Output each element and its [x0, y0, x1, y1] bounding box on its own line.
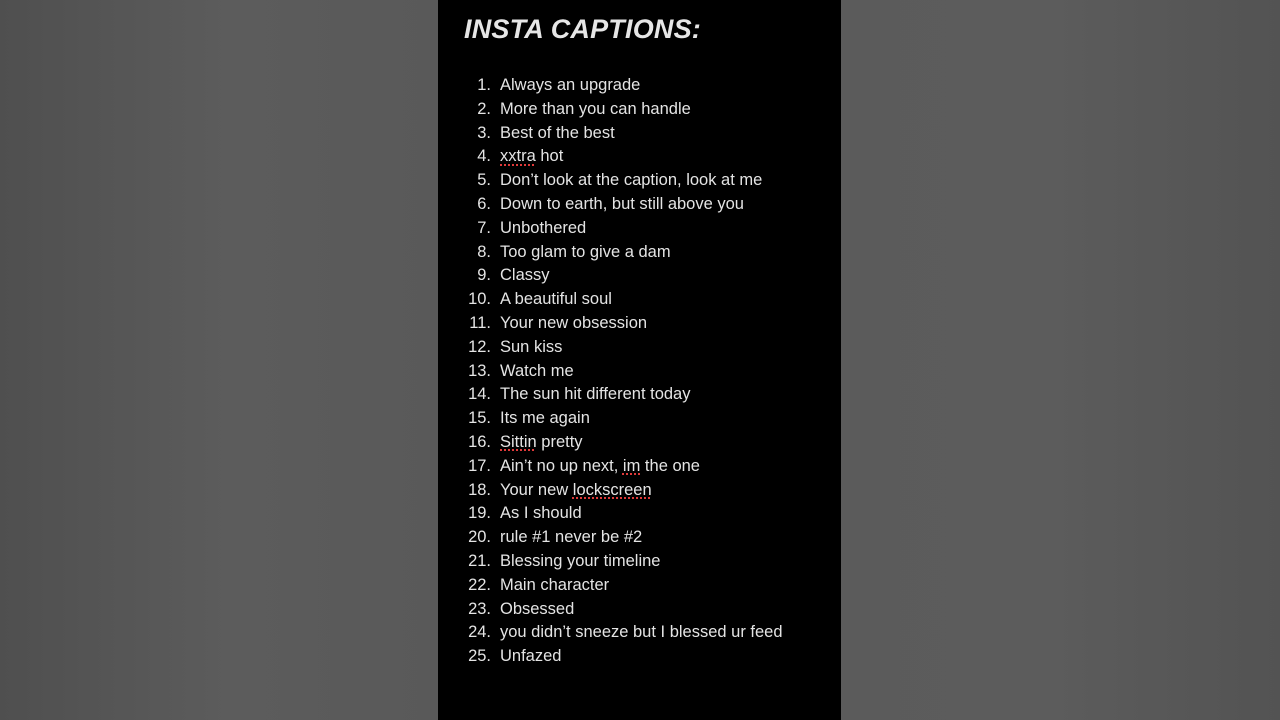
caption-number: 2.	[477, 99, 491, 118]
caption-text: Best of the best	[500, 123, 615, 142]
caption-text: A beautiful soul	[500, 290, 612, 309]
caption-text: Blessing your timeline	[500, 551, 661, 570]
caption-number: 15.	[468, 409, 491, 428]
caption-text: Don’t look at the caption, look at me	[500, 171, 763, 190]
caption-text-part: the one	[640, 456, 700, 475]
caption-text: The sun hit different today	[500, 385, 691, 404]
spellcheck-word: Sittin	[500, 432, 537, 451]
caption-number: 3.	[477, 123, 491, 142]
caption-number: 10.	[468, 290, 491, 309]
caption-number: 19.	[468, 504, 491, 523]
caption-text	[500, 455, 700, 479]
spellcheck-word: im	[622, 456, 641, 475]
caption-text: you didn’t sneeze but I blessed ur feed	[500, 623, 783, 642]
caption-text-part: pretty	[536, 432, 583, 451]
caption-number: 8.	[477, 242, 491, 261]
caption-text: Sun kiss	[500, 337, 563, 356]
caption-text: Too glam to give a dam	[500, 242, 671, 261]
caption-number: 1.	[477, 76, 491, 94]
spellcheck-word: lockscreen	[572, 480, 652, 499]
spellcheck-word: xxtra	[500, 147, 536, 166]
caption-number: 23.	[468, 599, 491, 618]
caption-number: 5.	[477, 171, 491, 190]
page-title: INSTA CAPTIONS:	[464, 14, 701, 44]
caption-text: Your new obsession	[500, 313, 648, 332]
caption-text	[500, 479, 652, 503]
caption-text: Down to earth, but still above you	[500, 194, 744, 213]
caption-number: 18.	[468, 480, 491, 499]
video-frame	[438, 0, 841, 720]
caption-number: 6.	[477, 194, 491, 213]
caption-text: Classy	[500, 266, 550, 285]
caption-number: 4.	[477, 147, 491, 166]
caption-number: 11.	[469, 313, 491, 332]
caption-text	[500, 145, 563, 169]
caption-number: 25.	[468, 647, 491, 666]
caption-text-part: Ain’t no up next,	[500, 456, 623, 475]
caption-text: Unbothered	[500, 218, 587, 237]
caption-text: More than you can handle	[500, 99, 691, 118]
caption-text-part: hot	[535, 147, 564, 166]
caption-number: 14.	[468, 385, 491, 404]
caption-text-part: Your new	[500, 480, 573, 499]
caption-text: Watch me	[500, 361, 574, 380]
caption-number: 21.	[468, 551, 491, 570]
caption-text: Always an upgrade	[500, 76, 641, 94]
caption-number: 13.	[468, 361, 491, 380]
caption-number: 16.	[468, 432, 491, 451]
caption-number: 9.	[477, 266, 491, 285]
caption-text: Its me again	[500, 409, 590, 428]
caption-number: 22.	[468, 575, 491, 594]
caption-number: 12.	[468, 337, 491, 356]
caption-text	[500, 431, 583, 455]
caption-number: 17.	[468, 456, 491, 475]
caption-number: 24.	[468, 623, 491, 642]
caption-text: As I should	[500, 504, 582, 523]
caption-number: 7.	[477, 218, 491, 237]
caption-text: Obsessed	[500, 599, 575, 618]
caption-number: 20.	[468, 528, 491, 547]
caption-text: Unfazed	[500, 647, 562, 666]
caption-text: Main character	[500, 575, 610, 594]
caption-text: rule #1 never be #2	[500, 528, 643, 547]
